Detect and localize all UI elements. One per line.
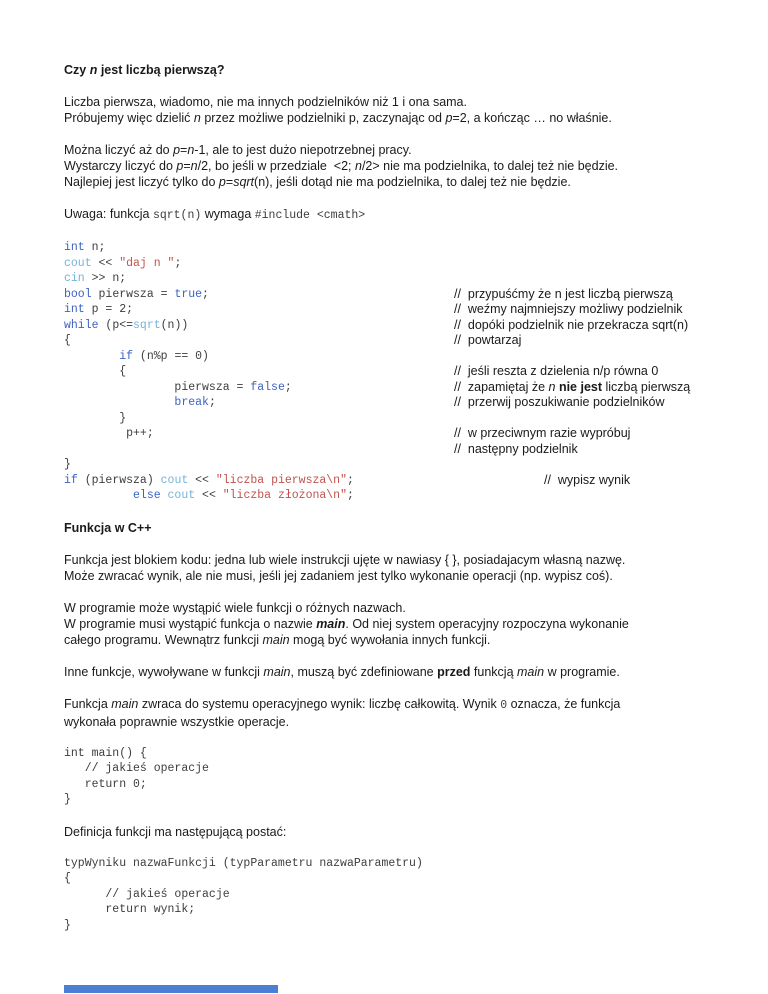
text-run: << (195, 489, 223, 502)
code-text (64, 458, 71, 471)
spacer (64, 126, 724, 142)
text-run: ; (346, 489, 354, 502)
paragraph-line (64, 824, 724, 840)
code-line (64, 902, 724, 918)
paragraph-line (64, 552, 724, 568)
code-text (64, 381, 292, 394)
text-run: cout (64, 256, 92, 270)
text-run: n (355, 159, 362, 173)
text-run: bool (64, 287, 92, 301)
code-text (64, 778, 147, 791)
text-run: << (188, 473, 216, 487)
code-text (64, 288, 209, 301)
code-line (64, 364, 724, 380)
code-text (64, 489, 354, 502)
code-text (64, 319, 188, 332)
text-run: // dopóki podzielnik nie przekracza sqrt(n) (454, 317, 689, 332)
text-run: W programie może wystąpić wiele funkcji o różnych nazwach. (64, 600, 406, 615)
code-line (64, 871, 724, 887)
code-text (64, 257, 181, 270)
text-run: Uwaga: funkcja (64, 207, 153, 221)
code-line (64, 302, 724, 318)
text-run: main (111, 696, 139, 711)
code-line (64, 240, 724, 256)
text-run: . Od niej system operacyjny rozpoczyna wykonanie (345, 616, 629, 631)
spacer (64, 648, 724, 664)
code-line (64, 792, 724, 808)
code-comment (454, 426, 630, 442)
code-comment (454, 318, 688, 334)
text-run: << (91, 256, 120, 270)
spacer (64, 536, 724, 552)
text-run: n; (84, 241, 106, 254)
code-line (64, 887, 724, 903)
code-line (64, 918, 724, 934)
code-text (64, 334, 71, 347)
text-run: p = 2; (84, 303, 134, 316)
code-comment (454, 364, 658, 380)
code-block (64, 856, 724, 934)
code-line (64, 856, 724, 872)
text-run: // wypisz wynik (544, 472, 631, 487)
paragraph-line (64, 664, 724, 680)
paragraph-line (64, 568, 724, 584)
code-line (64, 442, 724, 458)
text-run: jest liczbą pierwszą? (97, 63, 225, 77)
spacer (64, 190, 724, 206)
selection-bar (64, 985, 278, 993)
code-text (64, 747, 147, 760)
paragraph-line (64, 206, 724, 224)
text-run: funkcją (470, 664, 518, 679)
text-run: wymaga (201, 207, 255, 221)
code-block (64, 746, 724, 808)
code-text (64, 412, 126, 425)
text-run: int (64, 303, 85, 316)
text-run: Próbujemy więc dzielić (64, 111, 194, 125)
code-text (64, 365, 126, 378)
text-run: // powtarzaj (454, 333, 522, 347)
text-run: =2, a kończąc … no właśnie. (452, 111, 612, 125)
text-run: else (133, 489, 161, 502)
text-run: Można liczyć aż do (64, 143, 174, 157)
text-run: // weźmy najmniejszy możliwy podzielnik (454, 302, 683, 316)
text-run: p (218, 175, 226, 189)
code-text (64, 272, 126, 285)
text-run: { (64, 334, 71, 347)
text-run: Funkcja w C++ (64, 520, 152, 535)
text-run: // zapamiętaj że (454, 379, 549, 394)
text-run: >> n; (84, 272, 127, 285)
text-run: Wystarczy liczyć do (64, 159, 177, 173)
text-run: Czy (64, 63, 90, 77)
text-run: main (263, 664, 291, 679)
code-line (64, 488, 724, 504)
code-line (64, 271, 724, 287)
spacer (64, 680, 724, 696)
text-run: ; (174, 256, 182, 270)
code-block (64, 240, 724, 504)
text-run: // jakieś operacje (64, 762, 209, 775)
paragraph-line (64, 110, 724, 126)
code-text (64, 793, 71, 806)
spacer (64, 504, 724, 520)
text-run: { (64, 872, 71, 885)
document-body (64, 62, 724, 933)
paragraph-line (64, 94, 724, 110)
text-run: /2> nie ma podzielnika, to dalej też nie będzie. (361, 159, 619, 173)
code-line (64, 746, 724, 762)
paragraph-line (64, 714, 724, 730)
text-run: cout (160, 473, 189, 487)
text-run: w programie. (544, 664, 620, 679)
text-run: liczbą pierwszą (602, 379, 691, 394)
code-comment (454, 333, 521, 349)
section-heading (64, 520, 724, 536)
code-line (64, 318, 724, 334)
section-heading (64, 62, 724, 78)
text-run: ; (346, 473, 354, 487)
text-run: W programie musi wystąpić funkcja o nazwie (64, 616, 317, 631)
code-line (64, 411, 724, 427)
code-text (64, 888, 230, 901)
text-run: sqrt(n) (152, 209, 202, 222)
text-run: -1, ale to jest dużo niepotrzebnej pracy. (194, 143, 412, 157)
paragraph-line (64, 616, 724, 632)
spacer (64, 584, 724, 600)
text-run: while (64, 318, 99, 332)
text-run: p++; (64, 427, 154, 440)
text-run: Liczba pierwsza, wiadomo, nie ma innych podzielników niż 1 i ona sama. (64, 95, 467, 109)
text-run: oznacza, że funkcja (507, 696, 621, 711)
text-run: cin (64, 272, 85, 285)
paragraph-line (64, 600, 724, 616)
code-line (64, 457, 724, 473)
code-line (64, 256, 724, 272)
text-run: (pierwsza) (77, 473, 161, 487)
text-run: Funkcja (64, 696, 112, 711)
text-run: pierwsza = (91, 287, 175, 301)
text-run: (p<= (98, 318, 134, 332)
text-run: cout (167, 489, 196, 502)
text-run: // przerwij poszukiwanie podzielników (454, 395, 665, 409)
text-run: n (190, 159, 198, 173)
text-run: // w przeciwnym razie wypróbuj (454, 426, 631, 440)
text-run: /2, bo jeśli w przedziale <2; (197, 159, 355, 173)
text-run: main (262, 632, 290, 647)
text-run: n (548, 379, 556, 394)
code-text (64, 241, 105, 254)
text-run: } (64, 411, 127, 425)
text-run: } (64, 458, 71, 471)
code-text (64, 350, 209, 363)
code-text (64, 903, 195, 916)
text-run: Może zwracać wynik, ale nie musi, jeśli jej zadaniem jest tylko wykonanie operacji (np. wypisz coś). (64, 568, 613, 583)
code-line (64, 395, 724, 411)
text-run: sqrt (133, 318, 161, 332)
text-run (161, 489, 168, 502)
text-run: n (187, 143, 195, 157)
text-run: main (517, 664, 545, 679)
text-run: całego programu. Wewnątrz funkcji (64, 632, 263, 647)
text-run: false (250, 380, 285, 394)
text-run: ; (208, 396, 216, 409)
code-comment (454, 302, 683, 318)
text-run: int main() { (64, 746, 147, 760)
code-text (64, 919, 71, 932)
paragraph-line (64, 696, 724, 714)
code-text (64, 396, 216, 409)
text-run: , muszą być zdefiniowane (290, 664, 438, 679)
text-run: (n)) (160, 318, 189, 332)
spacer (64, 224, 724, 240)
text-run: // jeśli reszta z dzielenia n/p równa 0 (454, 364, 659, 378)
text-run: sqrt (233, 175, 255, 189)
spacer (64, 808, 724, 824)
text-run: return wynik; (64, 903, 196, 916)
text-run: p (445, 111, 453, 125)
text-run: #include <cmath> (254, 209, 366, 222)
text-run: Funkcja jest blokiem kodu: jedna lub wiele instrukcji ujęte w nawiasy { }, posiadajacym własną nazwę. (64, 552, 626, 567)
text-run: przed (437, 664, 471, 679)
code-comment (544, 473, 630, 489)
text-run: Definicja funkcji ma następującą postać: (64, 824, 287, 839)
text-run: n (89, 63, 98, 77)
code-line (64, 333, 724, 349)
paragraph-line (64, 174, 724, 190)
text-run: // przypuśćmy że n jest liczbą pierwszą (454, 286, 673, 301)
text-run: zwraca do systemu operacyjnego wynik: liczbę całkowitą. Wynik (138, 696, 501, 711)
text-run: p (173, 143, 181, 157)
paragraph-line (64, 142, 724, 158)
text-run (64, 396, 174, 409)
text-run: (n), jeśli dotąd nie ma podzielnika, to dalej też nie będzie. (254, 175, 571, 189)
text-run: true (174, 287, 203, 301)
text-run: } (64, 793, 71, 806)
text-run: main (316, 616, 346, 631)
text-run (64, 489, 133, 502)
text-run: // jakieś operacje (64, 887, 230, 901)
text-run: Najlepiej jest liczyć tylko do (64, 175, 219, 189)
text-run: return 0; (64, 777, 147, 791)
code-line (64, 426, 724, 442)
spacer (64, 78, 724, 94)
text-run: pierwsza = (64, 380, 251, 394)
spacer (64, 730, 724, 746)
code-comment (454, 287, 673, 303)
text-run: if (64, 473, 78, 487)
text-run: // następny podzielnik (454, 441, 578, 456)
code-text (64, 762, 209, 775)
code-line (64, 777, 724, 793)
text-run: (n%p == 0) (133, 349, 209, 363)
text-run: = (225, 175, 234, 189)
code-text (64, 474, 354, 487)
text-run: 0 (500, 698, 508, 712)
code-line (64, 473, 724, 489)
text-run: "daj n " (119, 256, 175, 270)
code-comment (454, 395, 665, 411)
text-run: n (193, 111, 201, 125)
paragraph-line (64, 158, 724, 174)
code-line (64, 349, 724, 365)
text-run: break (174, 396, 209, 409)
text-run: } (64, 918, 71, 932)
text-run: mogą być wywołania innych funkcji. (289, 632, 491, 647)
code-text (64, 857, 423, 870)
text-run: ; (284, 380, 292, 394)
text-run: int (64, 241, 85, 254)
code-text (64, 872, 71, 885)
text-run: przez możliwe podzielniki p, zaczynając od (200, 111, 446, 125)
paragraph-line (64, 632, 724, 648)
text-run: = (183, 159, 191, 173)
text-run: { (64, 365, 127, 378)
text-run: nie jest (558, 379, 603, 394)
code-line (64, 287, 724, 303)
text-run: = (180, 143, 188, 157)
text-run: wykonała poprawnie wszystkie operacje. (64, 714, 290, 729)
code-comment (454, 442, 578, 458)
text-run (64, 350, 119, 363)
code-text (64, 303, 133, 316)
text-run: p (176, 159, 184, 173)
spacer (64, 840, 724, 856)
text-run: ; (202, 287, 209, 301)
text-run: if (119, 349, 134, 363)
code-comment (454, 380, 690, 396)
code-line (64, 761, 724, 777)
text-run: Inne funkcje, wywoływane w funkcji (64, 664, 264, 679)
code-text (64, 427, 154, 440)
text-run: "liczba złożona\n" (222, 489, 347, 502)
code-line (64, 380, 724, 396)
text-run: typWyniku nazwaFunkcji (typParametru nazwaParametru) (64, 856, 423, 870)
text-run: "liczba pierwsza\n" (215, 473, 347, 487)
